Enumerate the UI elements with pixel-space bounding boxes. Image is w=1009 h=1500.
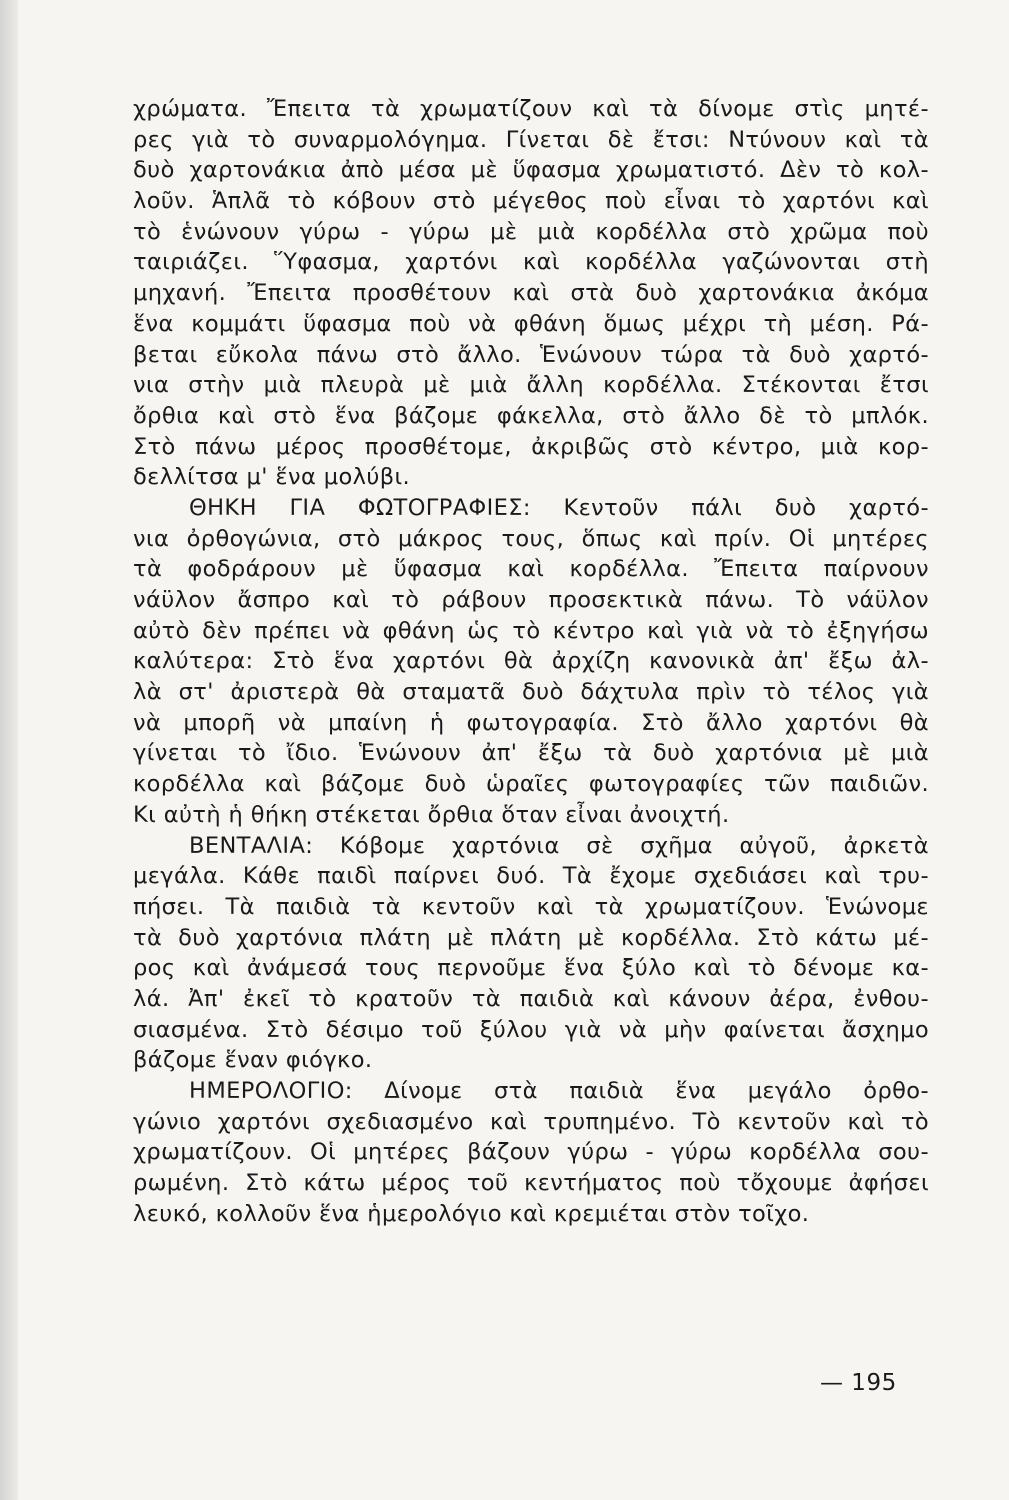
book-spine-shadow <box>0 0 18 1500</box>
text-line: λὰ στ' ἀριστερὰ θὰ σταματᾶ δυὸ δάχτυλα πρὶν τὸ τέλος γιὰ <box>133 679 929 706</box>
body-text <box>133 94 929 1229</box>
text-line: τὸ ἑνώνουν γύρω - γύρω μὲ μιὰ κορδέλλα στὸ χρῶμα ποὺ <box>133 218 929 245</box>
text-line: Στὸ πάνω μέρος προσθέτομε, ἀκριβῶς στὸ κέντρο, μιὰ κορ- <box>133 433 929 460</box>
text-line: ταιριάζει. Ὕφασμα, χαρτόνι καὶ κορδέλλα γαζώνονται στὴ <box>133 249 929 276</box>
text-line: αὐτὸ δὲν πρέπει νὰ φθάνη ὡς τὸ κέντρο καὶ γιὰ νὰ τὸ ἐξηγήσω <box>133 617 929 644</box>
text-line: νια στὴν μιὰ πλευρὰ μὲ μιὰ ἄλλη κορδέλλα. Στέκονται ἔτσι <box>133 372 929 399</box>
text-line: νάϋλον ἄσπρο καὶ τὸ ράβουν προσεκτικὰ πάνω. Τὸ νάϋλον <box>133 587 929 613</box>
text-line: Κι αὐτὴ ἡ θήκη στέκεται ὄρθια ὅταν εἶναι ἀνοιχτή. <box>133 801 730 828</box>
text-line: σιασμένα. Στὸ δέσιμο τοῦ ξύλου γιὰ νὰ μὴν φαίνεται ἄσχημο <box>133 1016 929 1043</box>
text-line: πήσει. Τὰ παιδιὰ τὰ κεντοῦν καὶ τὰ χρωματίζουν. Ἑνώνομε <box>133 893 929 920</box>
text-line: κορδέλλα καὶ βάζομε δυὸ ὡραῖες φωτογραφίες τῶν παιδιῶν. <box>133 771 929 798</box>
text-line: βεται εὔκολα πάνω στὸ ἄλλο. Ἑνώνουν τώρα τὰ δυὸ χαρτό- <box>133 341 929 368</box>
text-line: νὰ μπορῆ νὰ μπαίνη ἡ φωτογραφία. Στὸ ἄλλο χαρτόνι θὰ <box>133 709 929 736</box>
section-heading-photo-case: ΘΗΚΗ ΓΙΑ ΦΩΤΟΓΡΑΦΙΕΣ: Κεντοῦν πάλι δυὸ χαρτό- <box>189 494 929 521</box>
section-heading-calendar: ΗΜΕΡΟΛΟΓΙΟ: Δίνομε στὰ παιδιὰ ἕνα μεγάλο ὀρθο- <box>189 1078 929 1104</box>
text-line: ἕνα κομμάτι ὕφασμα ποὺ νὰ φθάνη ὅμως μέχρι τὴ μέση. Ρά- <box>133 310 929 337</box>
text-line: ρες γιὰ τὸ συναρμολόγημα. Γίνεται δὲ ἔτσι: Ντύνουν καὶ τὰ <box>133 126 929 153</box>
text-line: τὰ φοδράρουν μὲ ὕφασμα καὶ κορδέλλα. Ἔπειτα παίρνουν <box>133 556 929 583</box>
text-line: ρωμένη. Στὸ κάτω μέρος τοῦ κεντήματος ποὺ τὄχουμε ἀφήσει <box>133 1170 929 1197</box>
text-line: ὄρθια καὶ στὸ ἕνα βάζομε φάκελλα, στὸ ἄλλο δὲ τὸ μπλόκ. <box>133 402 929 429</box>
text-line: δυὸ χαρτονάκια ἀπὸ μέσα μὲ ὕφασμα χρωματιστό. Δὲν τὸ κολ- <box>133 157 929 184</box>
text-line: καλύτερα: Στὸ ἕνα χαρτόνι θὰ ἀρχίζη κανονικὰ ἀπ' ἔξω ἀλ- <box>133 648 929 675</box>
text-line: λά. Ἀπ' ἐκεῖ τὸ κρατοῦν τὰ παιδιὰ καὶ κάνουν ἀέρα, ἐνθου- <box>133 985 929 1012</box>
text-line: λοῦν. Ἁπλᾶ τὸ κόβουν στὸ μέγεθος ποὺ εἶναι τὸ χαρτόνι καὶ <box>133 188 929 215</box>
page-number: — 195 <box>820 1370 897 1396</box>
text-line: γώνιο χαρτόνι σχεδιασμένο καὶ τρυπημένο. Τὸ κεντοῦν καὶ τὸ <box>133 1108 929 1135</box>
text-line: ρος καὶ ἀνάμεσά τους περνοῦμε ἕνα ξύλο καὶ τὸ δένομε κα- <box>133 955 929 982</box>
text-line: βάζομε ἕναν φιόγκο. <box>133 1047 373 1074</box>
text-line: γίνεται τὸ ἴδιο. Ἑνώνουν ἀπ' ἔξω τὰ δυὸ χαρτόνια μὲ μιὰ <box>133 740 929 767</box>
text-line: λευκό, κολλοῦν ἕνα ἡμερολόγιο καὶ κρεμιέται στὸν τοῖχο. <box>133 1200 810 1227</box>
text-line: νια ὀρθογώνια, στὸ μάκρος τους, ὅπως καὶ πρίν. Οἱ μητέρες <box>133 525 929 552</box>
text-line: χρωματίζουν. Οἱ μητέρες βάζουν γύρω - γύρω κορδέλλα σου- <box>133 1139 929 1166</box>
text-line: δελλίτσα μ' ἕνα μολύβι. <box>133 464 411 491</box>
text-line: μηχανή. Ἔπειτα προσθέτουν καὶ στὰ δυὸ χαρτονάκια ἀκόμα <box>133 280 929 307</box>
text-line: τὰ δυὸ χαρτόνια πλάτη μὲ πλάτη μὲ κορδέλλα. Στὸ κάτω μέ- <box>133 924 929 951</box>
section-heading-fan: ΒΕΝΤΑΛΙΑ: Κόβομε χαρτόνια σὲ σχῆμα αὐγοῦ, ἀρκετὰ <box>189 832 929 859</box>
text-line: μεγάλα. Κάθε παιδὶ παίρνει δυό. Τὰ ἔχομε σχεδιάσει καὶ τρυ- <box>133 863 929 890</box>
text-line: χρώματα. Ἔπειτα τὰ χρωματίζουν καὶ τὰ δίνομε στὶς μητέ- <box>133 96 929 122</box>
